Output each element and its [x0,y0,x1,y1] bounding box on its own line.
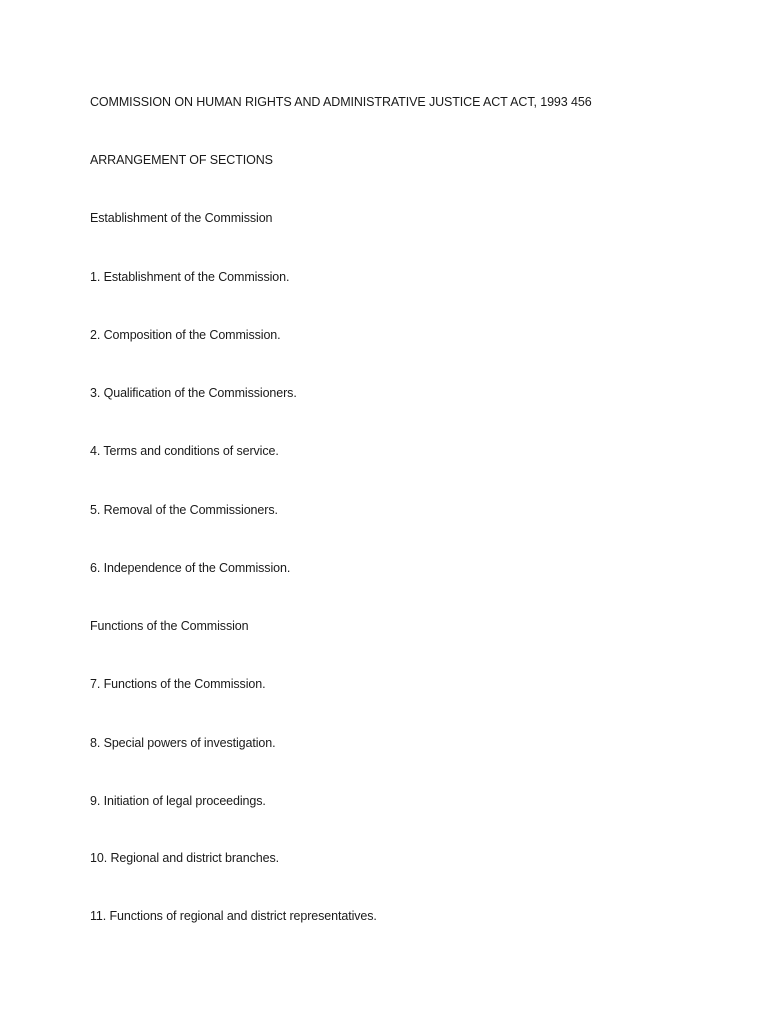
section-group-heading-functions: Functions of the Commission [90,619,249,633]
section-item-8: 8. Special powers of investigation. [90,736,276,750]
section-item-7: 7. Functions of the Commission. [90,677,266,691]
section-item-5: 5. Removal of the Commissioners. [90,503,278,517]
section-group-heading-establishment: Establishment of the Commission [90,211,273,225]
section-item-1: 1. Establishment of the Commission. [90,270,290,284]
section-item-10: 10. Regional and district branches. [90,851,279,865]
section-item-9: 9. Initiation of legal proceedings. [90,794,266,808]
section-item-3: 3. Qualification of the Commissioners. [90,386,297,400]
arrangement-heading: ARRANGEMENT OF SECTIONS [90,153,273,167]
section-item-2: 2. Composition of the Commission. [90,328,281,342]
section-item-4: 4. Terms and conditions of service. [90,444,279,458]
document-title: COMMISSION ON HUMAN RIGHTS AND ADMINISTRATIVE JUSTICE ACT ACT, 1993 456 [90,95,592,109]
section-item-6: 6. Independence of the Commission. [90,561,291,575]
section-item-11: 11. Functions of regional and district representatives. [90,909,377,923]
